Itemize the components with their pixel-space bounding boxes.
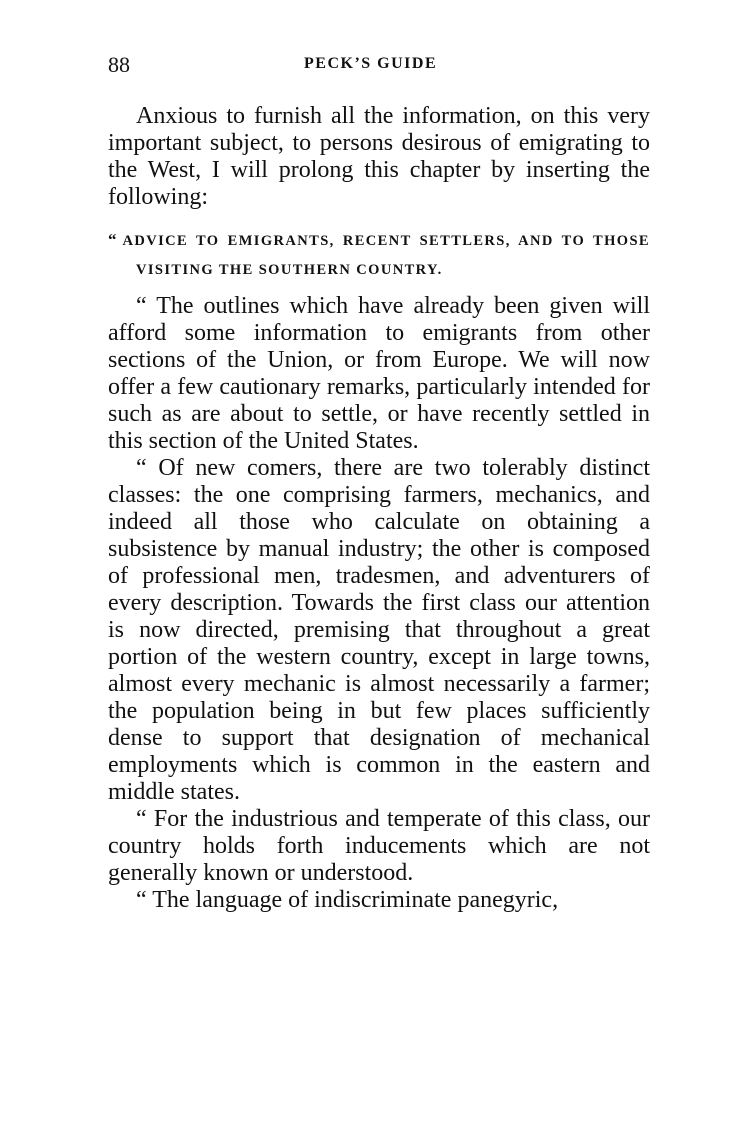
running-head — [108, 52, 650, 86]
running-title: PECK’S GUIDE — [304, 55, 438, 72]
heading-text: ADVICE TO EMIGRANTS, RECENT SETTLERS, AND TO THOSE VISITING THE SOUTHERN COUNTRY. — [122, 233, 650, 278]
paragraph-outlines: “ The outlines which have already been given will afford some information to emigrants from other sections of the Union, or from Europe. We will now offer a few cautionary remarks, particularly intended for such as are about to settle, or have recently settled in this section of the United States. — [108, 293, 650, 454]
page-number: 88 — [108, 52, 130, 77]
intro-paragraph: Anxious to furnish all the information, on this very important subject, to persons desirous of emigrating to the West, I will prolong this chapter by inserting the following: — [108, 103, 650, 210]
paragraph-new-comers: “ Of new comers, there are two tolerably distinct classes: the one comprising farmers, mechanics, and indeed all those who calculate on obtaining a subsistence by manual industry; the other is composed of professional men, tradesmen, and adventurers of every description. Towards the first class our attention is now directed, premising that throughout a great portion of the western country, except in large towns, almost every mechanic is almost necessarily a farmer; the population being in but few places sufficiently dense to support that designation of mechanical employments which is common in the eastern and middle states. — [108, 455, 650, 805]
paragraph-panegyric: “ The language of indiscriminate panegyric, — [136, 887, 559, 913]
book-page — [108, 52, 650, 914]
heading-open-quote: “ — [108, 230, 117, 249]
paragraph-industrious: “ For the industrious and temperate of this class, our country holds forth inducements which are not generally known or understood. — [108, 806, 650, 886]
section-heading — [108, 225, 650, 285]
